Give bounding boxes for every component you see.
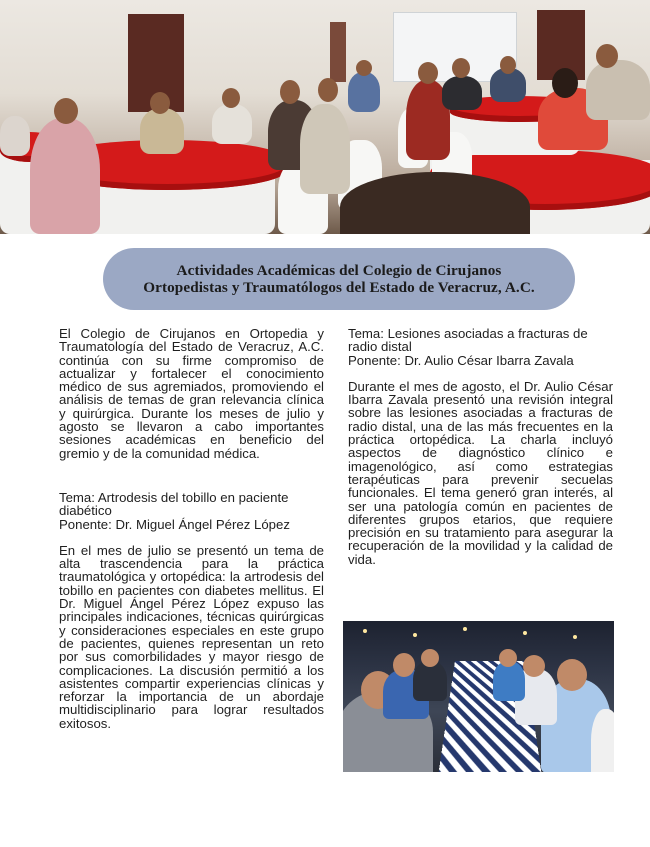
right-column [348, 327, 613, 566]
session1-body: En el mes de julio se presentó un tema de alta trascendencia para la práctica traumatológica y ortopédica: la artrodesis del tobillo en pacientes con diabetes mellitus. El Dr. Miguel Ángel Pérez López expuso las principales indicaciones, técnicas quirúrgicas y consideraciones especiales en este grupo de pacientes, quienes representan un reto por sus comorbilidades y mayor riesgo de complicaciones. La discusión permitió a los asistentes compartir experiencias clínicas y reforzar la importancia de un abordaje multidisciplinario para lograr resultados exitosos. [59, 542, 324, 731]
session2-topic: Tema: Lesiones asociadas a fracturas de radio distal [348, 326, 588, 355]
session2-body: Durante el mes de agosto, el Dr. Aulio César Ibarra Zavala presentó una revisión integral sobre las lesiones asociadas a fracturas de radio distal, una de las más frecuentes en la práctica ortopédica. La charla incluyó aspectos de diagnóstico clínico e imagenológico, así como estrategias terapéuticas para prevenir secuelas funcionales. El tema generó gran interés, al ser una patología común en pacientes de diferentes grupos etarios, que requiere precisión en su tratamiento para asegurar la recuperación de la movilidad y la calidad de vida. [348, 378, 613, 567]
event-photo-top [0, 0, 650, 234]
session1-topic: Tema: Artrodesis del tobillo en paciente diabético [59, 489, 289, 519]
session2-speaker: Ponente: Dr. Aulio César Ibarra Zavala [348, 352, 574, 368]
section-title-line-2: Ortopedistas y Traumatólogos del Estado de Veracruz, A.C. [143, 279, 535, 296]
section-title-line-1: Actividades Académicas del Colegio de Cirujanos [176, 262, 502, 279]
event-photo-bottom [343, 621, 614, 772]
intro-paragraph: El Colegio de Cirujanos en Ortopedia y Traumatología del Estado de Veracruz, A.C. continúa con su firme compromiso de actualizar y fortalecer el conocimiento médico de sus agremiados, promoviendo el análisis de temas de gran relevancia clínica y quirúrgica. Durante los meses de julio y agosto se llevaron a cabo importantes sesiones académicas en beneficio del gremio y de la comunidad médica. [59, 326, 324, 461]
left-column [59, 327, 324, 730]
section-title-banner [103, 248, 575, 310]
session1-speaker: Ponente: Dr. Miguel Ángel Pérez López [59, 516, 290, 532]
